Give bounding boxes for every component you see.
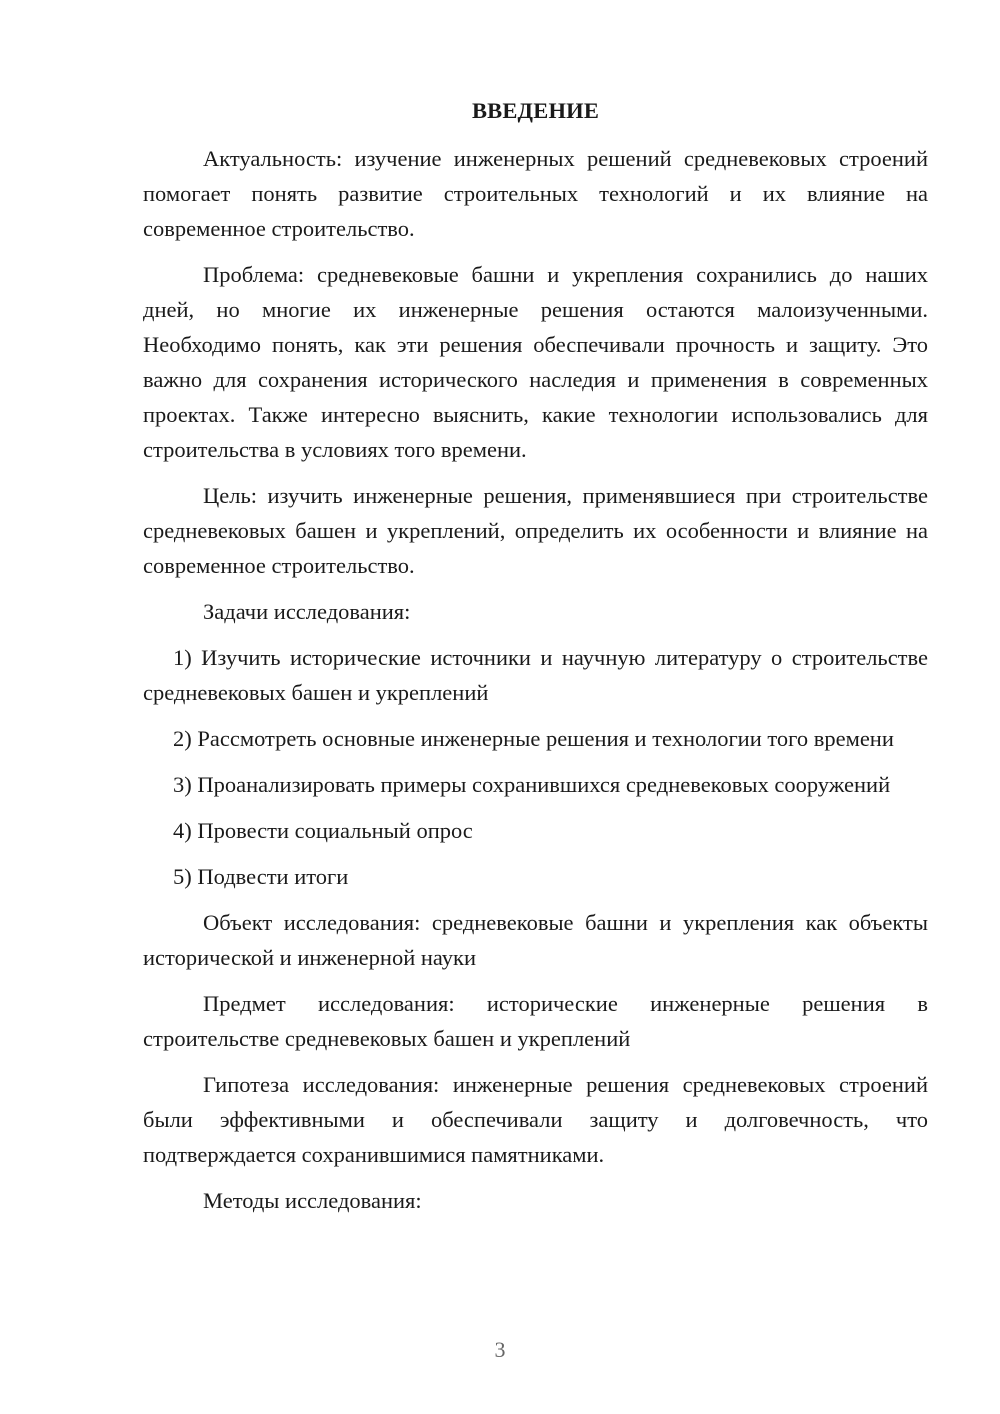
problem-paragraph: Проблема: средневековые башни и укрепления сохранились до наших дней, но многие их инженерные решения остаются малоизученными. Необходимо понять, как эти решения обеспечивали прочность и защиту. Это важно для сохранения исторического наследия и применения в современных проектах. Также интересно выяснить, какие технологии использовались для строительства в условиях того времени. xyxy=(143,262,928,462)
hypothesis-paragraph: Гипотеза исследования: инженерные решения средневековых строений были эффективными и обеспечивали защиту и долговечность, что подтверждается сохранившимися памятниками. xyxy=(143,1072,928,1167)
page-number: 3 xyxy=(494,1337,506,1362)
tasks-title: Задачи исследования: xyxy=(203,599,411,624)
object-paragraph: Объект исследования: средневековые башни и укрепления как объекты исторической и инженерной науки xyxy=(143,910,928,970)
page-content xyxy=(143,93,928,1229)
task-item: 2) Рассмотреть основные инженерные решения и технологии того времени xyxy=(173,726,894,751)
subject-paragraph: Предмет исследования: исторические инженерные решения в строительстве средневековых башен и укреплений xyxy=(143,991,928,1051)
task-item: 3) Проанализировать примеры сохранившихся средневековых сооружений xyxy=(173,772,891,797)
methods-title: Методы исследования: xyxy=(203,1188,422,1213)
section-heading: ВВЕДЕНИЕ xyxy=(471,98,600,123)
goal-paragraph: Цель: изучить инженерные решения, применявшиеся при строительстве средневековых башен и укреплений, определить их особенности и влияние на современное строительство. xyxy=(143,483,928,578)
task-item: 5) Подвести итоги xyxy=(173,864,349,889)
relevance-paragraph: Актуальность: изучение инженерных решений средневековых строений помогает понять развитие строительных технологий и их влияние на современное строительство. xyxy=(143,146,928,241)
task-item: 1) Изучить исторические источники и научную литературу о строительстве средневековых башен и укреплений xyxy=(143,645,928,705)
task-item: 4) Провести социальный опрос xyxy=(173,818,473,843)
